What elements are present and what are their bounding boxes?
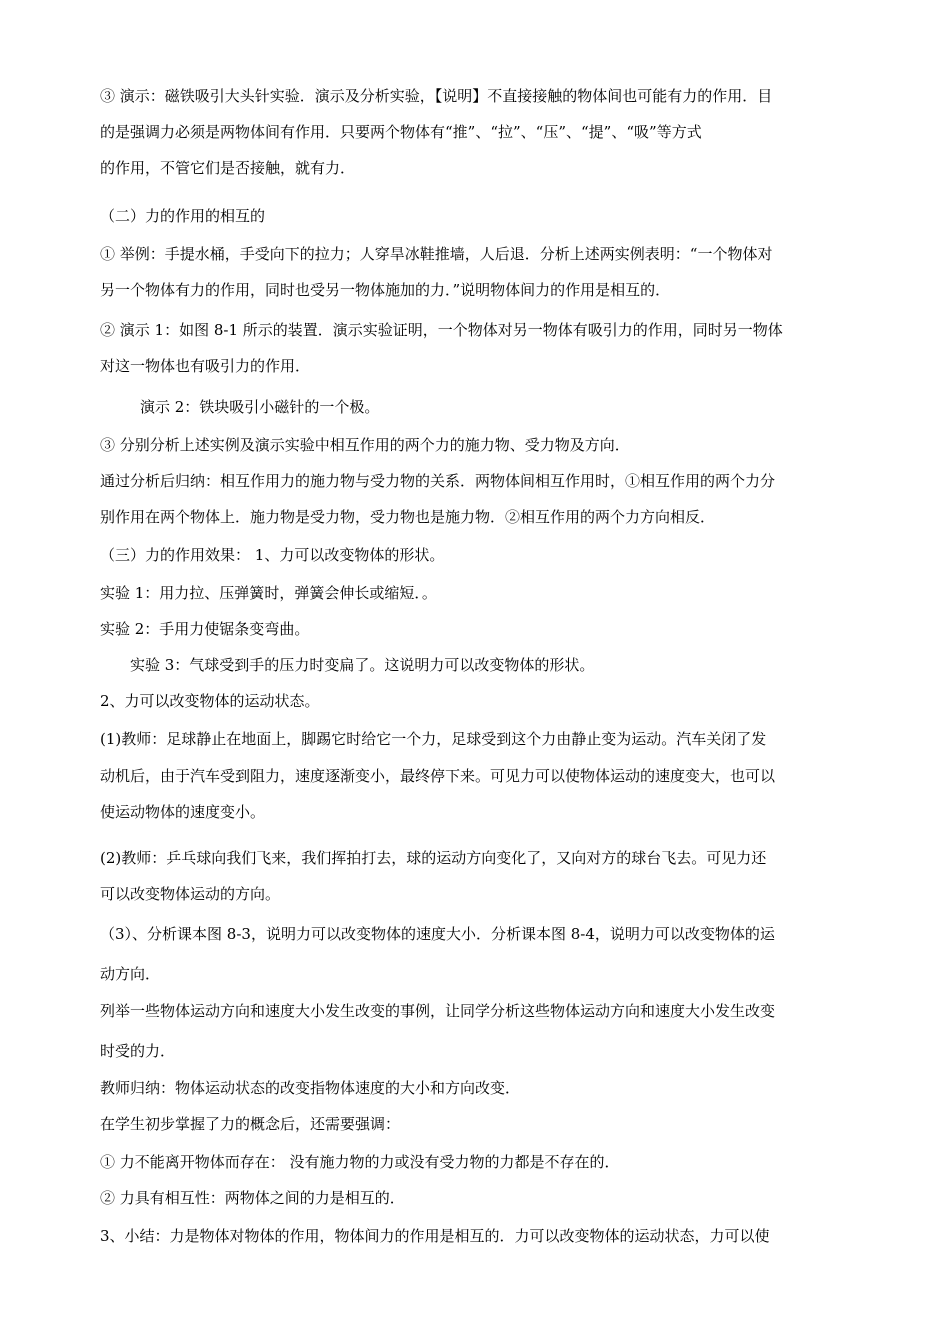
text-line: 通过分析后归纳：相互作用力的施力物与受力物的关系．两物体间相互作用时，①相互作用的两个力分: [100, 472, 776, 490]
text-line: 的作用，不管它们是否接触，就有力．: [100, 159, 356, 177]
text-line: 使运动物体的速度变小。: [100, 803, 266, 821]
text-line: （3）、分析课本图 8-3，说明力可以改变物体的速度大小．分析课本图 8-4，说明力可以改变物体的运: [100, 925, 775, 943]
text-line: 2、力可以改变物体的运动状态。: [100, 692, 320, 710]
text-line: ③ 演示：磁铁吸引大头针实验．演示及分析实验，【说明】不直接接触的物体间也可能有力的作用．目: [100, 87, 773, 105]
text-line: 3、小结：力是物体对物体的作用，物体间力的作用是相互的．力可以改变物体的运动状态，力可以使: [100, 1227, 770, 1245]
text-line: 别作用在两个物体上．施力物是受力物，受力物也是施力物．②相互作用的两个力方向相反．: [100, 508, 716, 526]
text-line: 对这一物体也有吸引力的作用．: [100, 357, 311, 375]
text-line: 实验 3：气球受到手的压力时变扁了。这说明力可以改变物体的形状。: [130, 656, 595, 674]
text-line: 时受的力．: [100, 1042, 176, 1060]
text-line: (2)教师：乒乓球向我们飞来，我们挥拍打去，球的运动方向变化了，又向对方的球台飞去。可见力还: [100, 849, 767, 867]
text-line: 可以改变物体运动的方向。: [100, 885, 281, 903]
text-line: ① 举例：手提水桶，手受向下的拉力；人穿旱冰鞋推墙，人后退．分析上述两实例表明：“一个物体对: [100, 245, 773, 263]
text-line: 动方向．: [100, 965, 161, 983]
text-line: 动机后，由于汽车受到阻力，速度逐渐变小，最终停下来。可见力可以使物体运动的速度变大，也可以: [100, 767, 776, 785]
section-heading: （三）力的作用效果： 1、力可以改变物体的形状。: [100, 546, 445, 564]
text-line: 演示 2：铁块吸引小磁针的一个极。: [140, 398, 380, 416]
section-heading: （二）力的作用的相互的: [100, 207, 266, 225]
text-line: 在学生初步掌握了力的概念后，还需要强调：: [100, 1115, 401, 1133]
text-line: ① 力不能离开物体而存在： 没有施力物的力或没有受力物的力都是不存在的．: [100, 1153, 620, 1171]
text-line: ③ 分别分析上述实例及演示实验中相互作用的两个力的施力物、受力物及方向．: [100, 436, 630, 454]
text-line: ② 力具有相互性：两物体之间的力是相互的．: [100, 1189, 405, 1207]
text-line: 的是强调力必须是两物体间有作用．只要两个物体有“推”、“拉”、“压”、“提”、“吸”等方式: [100, 123, 702, 141]
text-line: 实验 2：手用力使锯条变弯曲。: [100, 620, 310, 638]
text-line: 实验 1：用力拉、压弹簧时，弹簧会伸长或缩短．。: [100, 584, 437, 602]
text-line: ② 演示 1：如图 8-1 所示的装置．演示实验证明，一个物体对另一物体有吸引力的作用，同时另一物体: [100, 321, 783, 339]
text-line: 另一个物体有力的作用，同时也受另一物体施加的力．”说明物体间力的作用是相互的．: [100, 281, 671, 299]
text-line: (1)教师：足球静止在地面上，脚踢它时给它一个力，足球受到这个力由静止变为运动。汽车关闭了发: [100, 730, 767, 748]
text-line: 列举一些物体运动方向和速度大小发生改变的事例，让同学分析这些物体运动方向和速度大小发生改变: [100, 1002, 776, 1020]
text-line: 教师归纳：物体运动状态的改变指物体速度的大小和方向改变．: [100, 1079, 521, 1097]
